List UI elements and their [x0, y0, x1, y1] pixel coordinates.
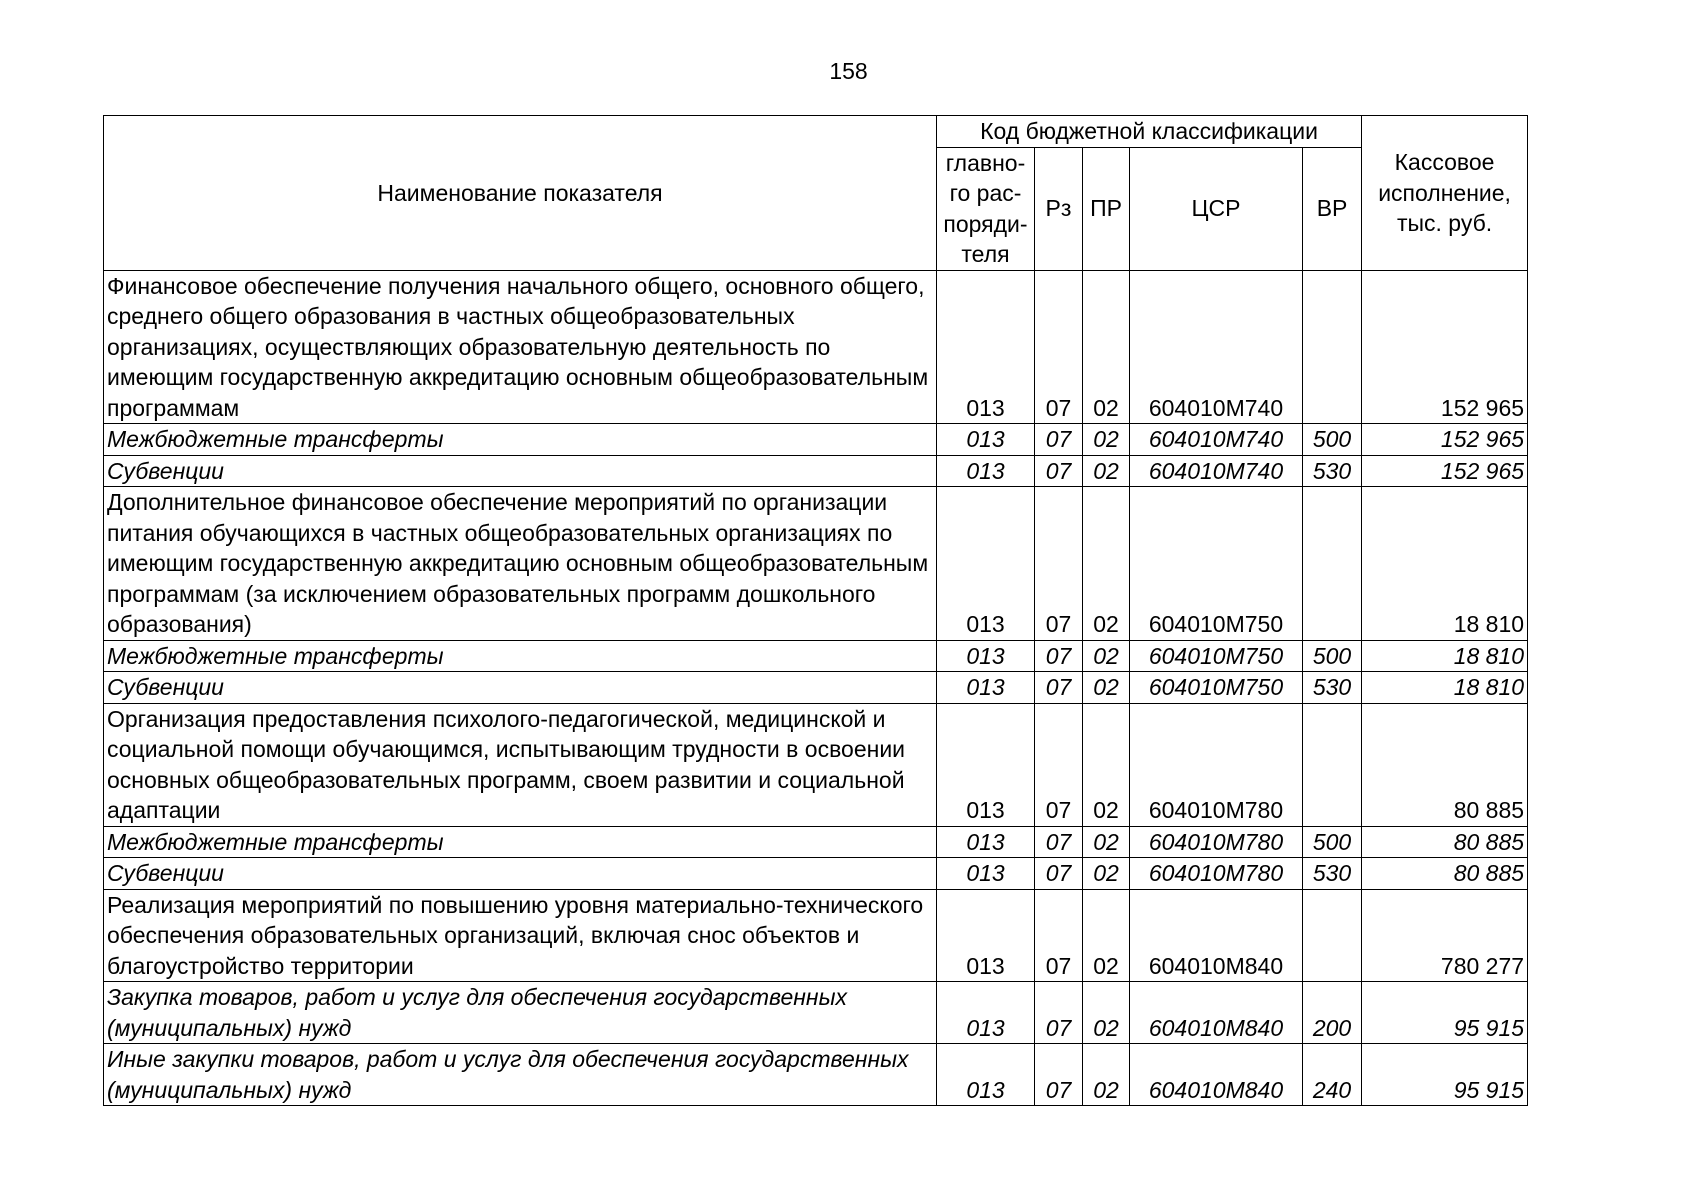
table-row [104, 826, 1528, 858]
cell-amount: 780 277 [1362, 889, 1528, 982]
header-grbs-line: го рас- [949, 180, 1022, 206]
cell-amount: 80 885 [1362, 703, 1528, 826]
cell-vr: 240 [1303, 1044, 1362, 1106]
cell-grbs: 013 [937, 455, 1035, 487]
cell-csr: 604010М750 [1130, 672, 1303, 704]
cell-rz: 07 [1035, 858, 1083, 890]
header-csr: ЦСР [1130, 147, 1303, 270]
cell-csr: 604010М750 [1130, 640, 1303, 672]
header-amount [1362, 116, 1528, 271]
cell-csr: 604010М780 [1130, 826, 1303, 858]
cell-name: Межбюджетные трансферты [104, 640, 937, 672]
cell-vr: 530 [1303, 455, 1362, 487]
header-grbs [937, 147, 1035, 270]
cell-rz: 07 [1035, 826, 1083, 858]
cell-amount: 18 810 [1362, 640, 1528, 672]
cell-vr: 500 [1303, 424, 1362, 456]
cell-amount: 18 810 [1362, 672, 1528, 704]
cell-name: Межбюджетные трансферты [104, 826, 937, 858]
cell-pr: 02 [1083, 672, 1130, 704]
cell-name: Организация предоставления психолого-педагогической, медицинской и социальной помощи обучающимся, испытывающим трудности в освоении основных общеобразовательных программ, своем развитии и социальной адаптации [104, 703, 937, 826]
cell-rz: 07 [1035, 424, 1083, 456]
cell-grbs: 013 [937, 1044, 1035, 1106]
cell-vr [1303, 703, 1362, 826]
cell-grbs: 013 [937, 982, 1035, 1044]
cell-rz: 07 [1035, 982, 1083, 1044]
cell-csr: 604010М740 [1130, 270, 1303, 424]
cell-rz: 07 [1035, 455, 1083, 487]
cell-rz: 07 [1035, 889, 1083, 982]
cell-name: Субвенции [104, 672, 937, 704]
cell-pr: 02 [1083, 703, 1130, 826]
header-grbs-line: теля [961, 241, 1010, 267]
cell-pr: 02 [1083, 1044, 1130, 1106]
cell-vr [1303, 889, 1362, 982]
cell-grbs: 013 [937, 826, 1035, 858]
cell-csr: 604010М840 [1130, 982, 1303, 1044]
cell-grbs: 013 [937, 889, 1035, 982]
cell-pr: 02 [1083, 640, 1130, 672]
cell-amount: 18 810 [1362, 487, 1528, 641]
cell-csr: 604010М740 [1130, 455, 1303, 487]
cell-pr: 02 [1083, 270, 1130, 424]
cell-pr: 02 [1083, 982, 1130, 1044]
cell-amount: 95 915 [1362, 1044, 1528, 1106]
cell-csr: 604010М780 [1130, 858, 1303, 890]
cell-name: Реализация мероприятий по повышению уровня материально-технического обеспечения образовательных организаций, включая снос объектов и благоустройство территории [104, 889, 937, 982]
cell-vr [1303, 270, 1362, 424]
cell-pr: 02 [1083, 826, 1130, 858]
header-grbs-line: главно- [945, 149, 1026, 176]
cell-grbs: 013 [937, 672, 1035, 704]
cell-csr: 604010М840 [1130, 1044, 1303, 1106]
cell-vr: 200 [1303, 982, 1362, 1044]
cell-name: Субвенции [104, 858, 937, 890]
cell-rz: 07 [1035, 1044, 1083, 1106]
cell-vr: 530 [1303, 858, 1362, 890]
table-row [104, 672, 1528, 704]
cell-amount: 152 965 [1362, 455, 1528, 487]
table-row [104, 703, 1528, 826]
table-header [104, 116, 1528, 271]
cell-vr: 500 [1303, 640, 1362, 672]
cell-name: Закупка товаров, работ и услуг для обеспечения государственных (муниципальных) нужд [104, 982, 937, 1044]
cell-grbs: 013 [937, 703, 1035, 826]
table-row [104, 1044, 1528, 1106]
header-pr: ПР [1083, 147, 1130, 270]
cell-pr: 02 [1083, 455, 1130, 487]
cell-rz: 07 [1035, 640, 1083, 672]
header-kbk-group: Код бюджетной классификации [937, 116, 1362, 148]
cell-csr: 604010М740 [1130, 424, 1303, 456]
table-row [104, 889, 1528, 982]
cell-rz: 07 [1035, 703, 1083, 826]
table-row [104, 487, 1528, 641]
cell-csr: 604010М840 [1130, 889, 1303, 982]
cell-name: Межбюджетные трансферты [104, 424, 937, 456]
header-amount-line: исполнение, [1378, 179, 1511, 206]
table-row [104, 455, 1528, 487]
cell-csr: 604010М780 [1130, 703, 1303, 826]
cell-amount: 152 965 [1362, 270, 1528, 424]
cell-amount: 152 965 [1362, 424, 1528, 456]
header-rz: Рз [1035, 147, 1083, 270]
table-row [104, 982, 1528, 1044]
cell-vr [1303, 487, 1362, 641]
table-row [104, 858, 1528, 890]
cell-pr: 02 [1083, 889, 1130, 982]
cell-grbs: 013 [937, 487, 1035, 641]
cell-name: Финансовое обеспечение получения начального общего, основного общего, среднего общего образования в частных общеобразовательных организациях, осуществляющих образовательную деятельность по имеющим государственную аккредитацию основным общеобразовательным программам [104, 270, 937, 424]
header-amount-line: Кассовое [1394, 149, 1495, 175]
cell-name: Дополнительное финансовое обеспечение мероприятий по организации питания обучающихся в частных общеобразовательных организациях по имеющим государственную аккредитацию основным общеобразовательным программам (за исключением образовательных программ дошкольного образования) [104, 487, 937, 641]
cell-amount: 95 915 [1362, 982, 1528, 1044]
cell-pr: 02 [1083, 487, 1130, 641]
cell-grbs: 013 [937, 858, 1035, 890]
cell-pr: 02 [1083, 858, 1130, 890]
cell-name: Иные закупки товаров, работ и услуг для обеспечения государственных (муниципальных) нужд [104, 1044, 937, 1106]
budget-table [103, 115, 1528, 1106]
cell-grbs: 013 [937, 424, 1035, 456]
cell-pr: 02 [1083, 424, 1130, 456]
cell-csr: 604010М750 [1130, 487, 1303, 641]
cell-grbs: 013 [937, 270, 1035, 424]
cell-amount: 80 885 [1362, 826, 1528, 858]
header-vr: ВР [1303, 147, 1362, 270]
header-grbs-line: поряди- [943, 210, 1028, 237]
table-row [104, 270, 1528, 424]
page-number: 158 [829, 58, 868, 84]
cell-name: Субвенции [104, 455, 937, 487]
cell-vr: 530 [1303, 672, 1362, 704]
cell-rz: 07 [1035, 270, 1083, 424]
header-amount-line: тыс. руб. [1396, 210, 1493, 236]
table-row [104, 640, 1528, 672]
cell-rz: 07 [1035, 672, 1083, 704]
cell-rz: 07 [1035, 487, 1083, 641]
cell-vr: 500 [1303, 826, 1362, 858]
header-name: Наименование показателя [104, 116, 937, 271]
table-body [104, 270, 1528, 1106]
table-row [104, 424, 1528, 456]
cell-grbs: 013 [937, 640, 1035, 672]
cell-amount: 80 885 [1362, 858, 1528, 890]
